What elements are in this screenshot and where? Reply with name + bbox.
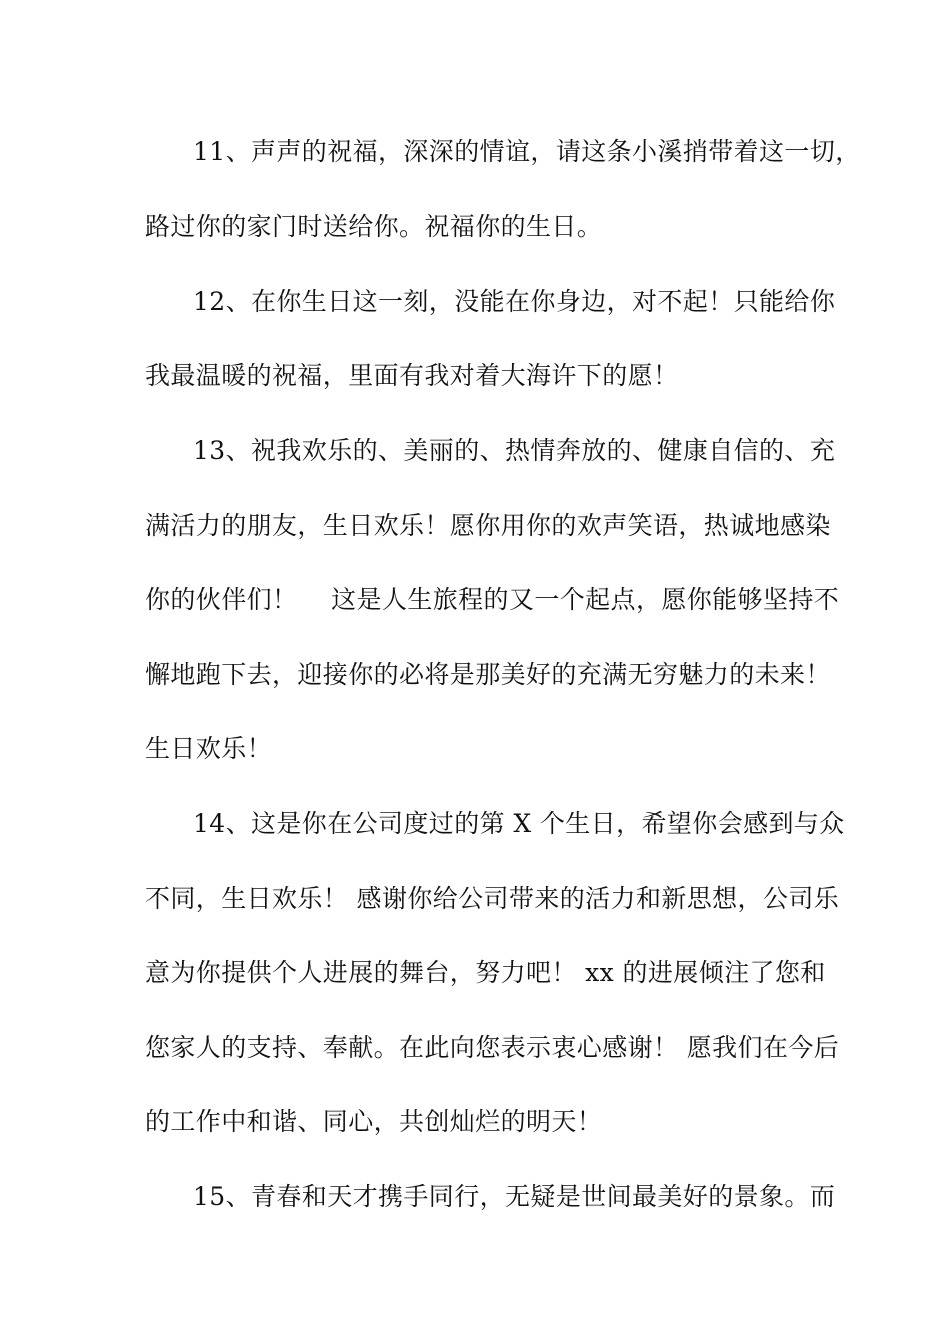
- paragraph-14-line-2: 不同，生日欢乐！ 感谢你给公司带来的活力和新思想，公司乐: [145, 884, 840, 913]
- paragraph-14-line-4: 您家人的支持、奉献。在此向您表示衷心感谢！ 愿我们在今后: [145, 1033, 840, 1062]
- paragraph-12-line-2: 我最温暖的祝福，里面有我对着大海许下的愿！: [145, 361, 679, 390]
- paragraph-12-line-1: 12、在你生日这一刻，没能在你身边，对不起！只能给你: [193, 287, 836, 316]
- paragraph-13-line-5: 生日欢乐！: [145, 734, 273, 763]
- paragraph-11-line-1: 11、声声的祝福，深深的情谊，请这条小溪捎带着这一切，: [193, 137, 861, 166]
- paragraph-13-line-3: 你的伙伴们！ 这是人生旅程的又一个起点，愿你能够坚持不: [145, 585, 840, 614]
- paragraph-14-line-5: 的工作中和谐、同心，共创灿烂的明天！: [145, 1107, 603, 1136]
- paragraph-13-line-1: 13、祝我欢乐的、美丽的、热情奔放的、健康自信的、充: [193, 436, 836, 465]
- paragraph-13-line-2: 满活力的朋友，生日欢乐！愿你用你的欢声笑语，热诚地感染: [145, 511, 831, 540]
- paragraph-15-line-1: 15、青春和天才携手同行，无疑是世间最美好的景象。而: [193, 1182, 836, 1211]
- paragraph-11-line-2: 路过你的家门时送给你。祝福你的生日。: [145, 212, 603, 241]
- paragraph-13-line-4: 懈地跑下去，迎接你的必将是那美好的充满无穷魅力的未来！: [145, 660, 831, 689]
- paragraph-14-line-3: 意为你提供个人进展的舞台，努力吧！ xx 的进展倾注了您和: [145, 958, 826, 987]
- paragraph-14-line-1: 14、这是你在公司度过的第 X 个生日，希望你会感到与众: [193, 809, 845, 838]
